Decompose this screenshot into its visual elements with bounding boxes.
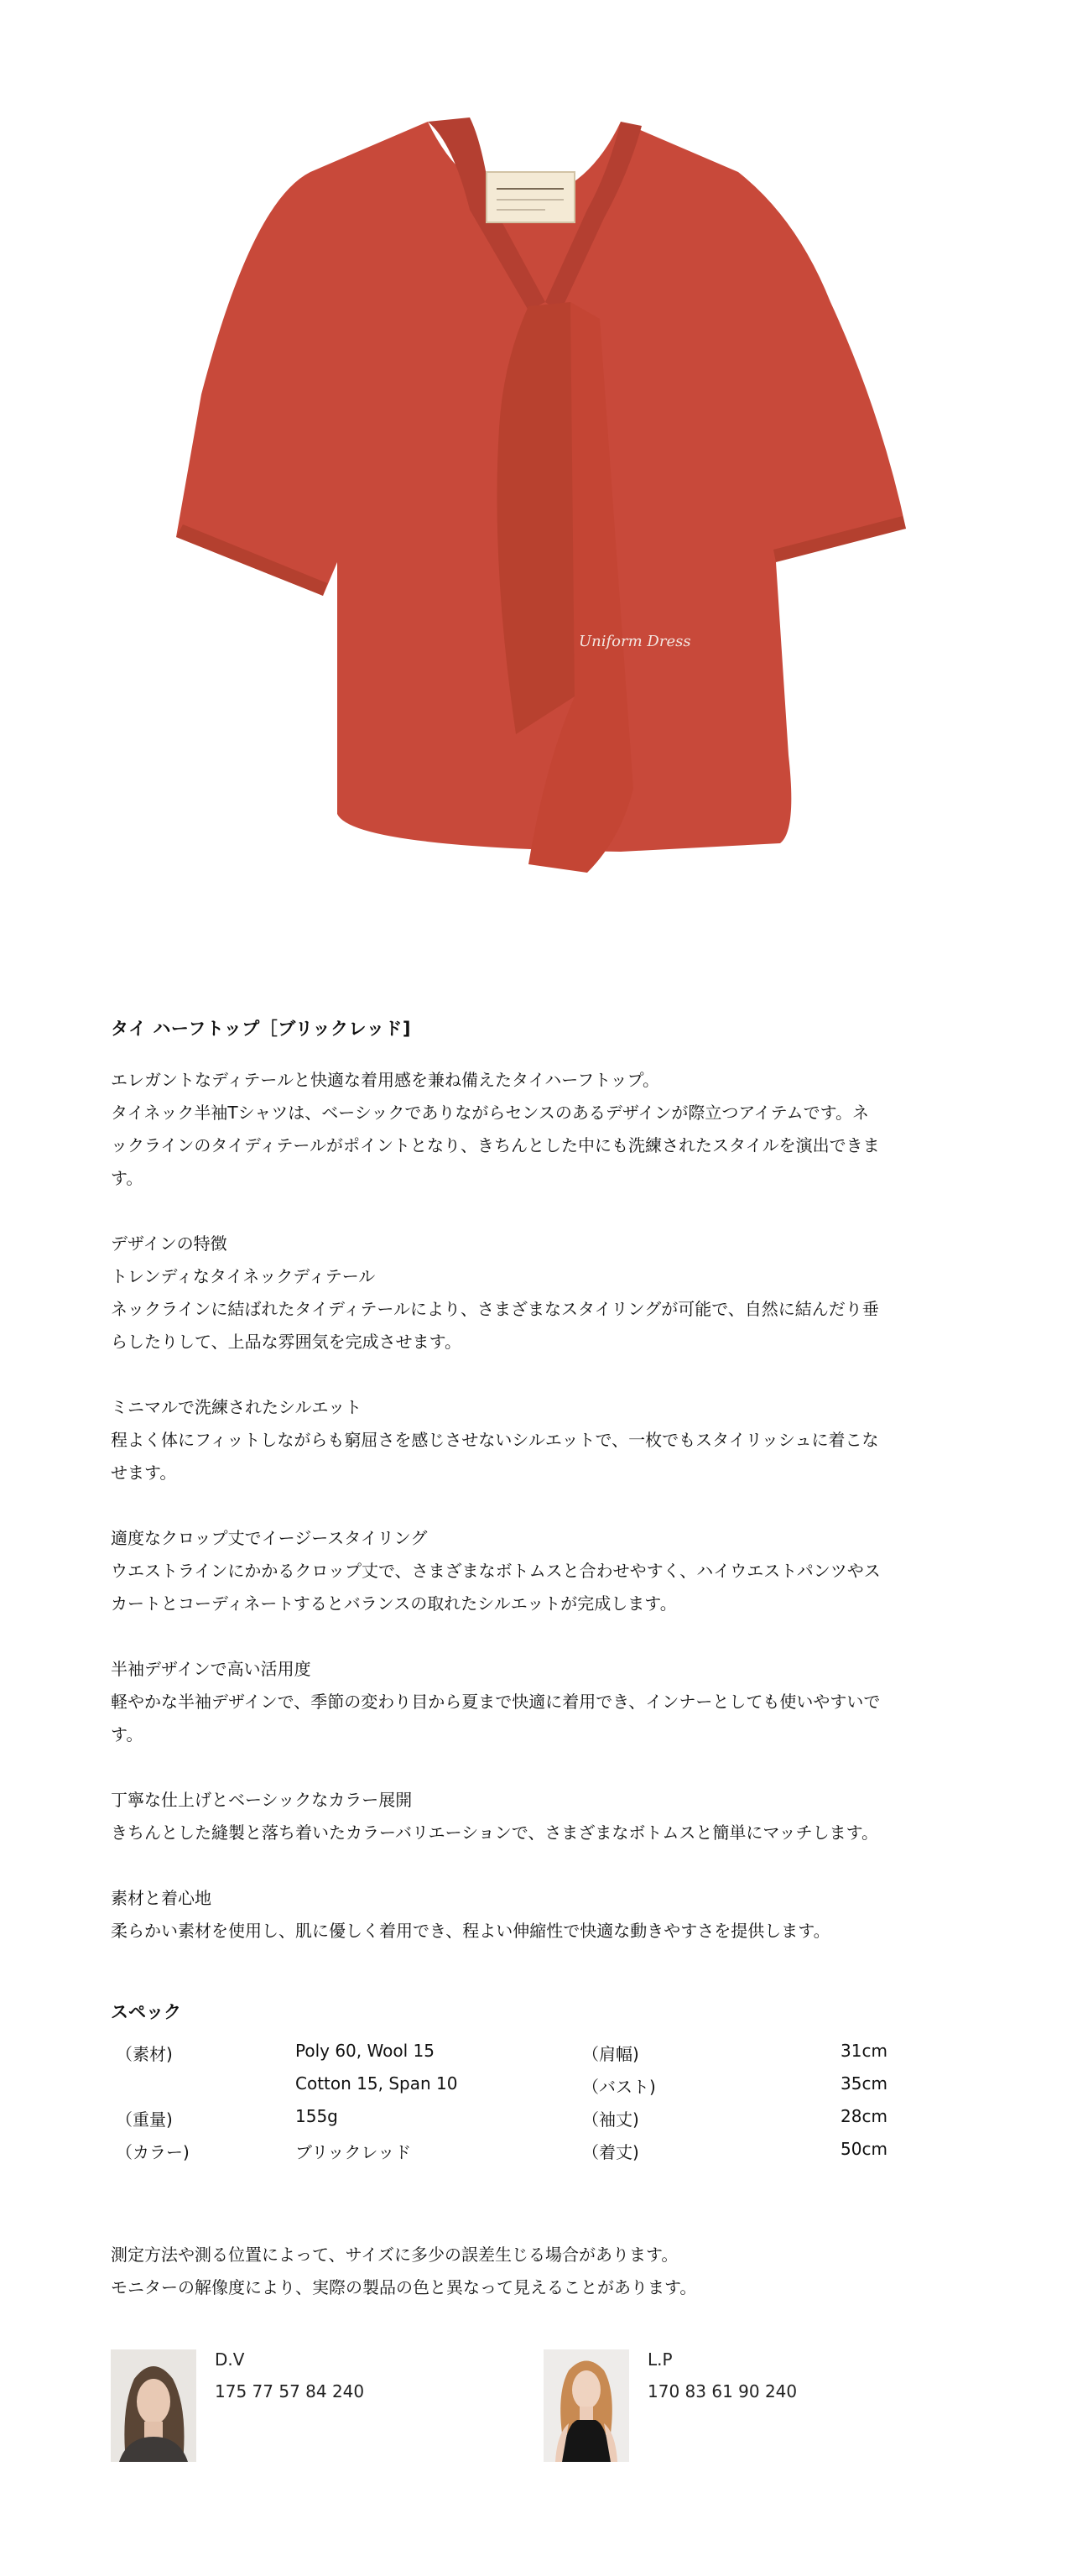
tie-half-top-photo bbox=[151, 92, 906, 965]
model-name: D.V bbox=[215, 2349, 245, 2370]
description-line: 丁寧な仕上げとベーシックなカラー展開 bbox=[111, 1790, 413, 1810]
spec-value: Poly 60, Wool 15 bbox=[295, 2041, 435, 2061]
spec-label: （着丈) bbox=[582, 2142, 639, 2162]
description-line: ックラインのタイディテールがポイントとなり、きちんとした中にも洗練されたスタイルを演出できま bbox=[111, 1135, 880, 1155]
spec-title: スペック bbox=[111, 2002, 181, 2022]
product-title: タイ ハーフトップ［ブリックレッド] bbox=[111, 1019, 411, 1039]
description-line: らしたりして、上品な雰囲気を完成させます。 bbox=[111, 1332, 461, 1352]
description-line: 適度なクロップ丈でイージースタイリング bbox=[111, 1528, 428, 1548]
size-notes bbox=[111, 2239, 696, 2304]
spec-label: （重量) bbox=[116, 2109, 173, 2130]
description-line: ネックラインに結ばれたタイディテールにより、さまざまなスタイリングが可能で、自然に結んだり垂 bbox=[111, 1299, 879, 1319]
description-line: ウエストラインにかかるクロップ丈で、さまざまなボトムスと合わせやすく、ハイウエストパンツやス bbox=[111, 1561, 881, 1581]
spec-label: （素材) bbox=[116, 2044, 173, 2064]
description-line: 軽やかな半袖デザインで、季節の変わり目から夏まで快適に着用でき、インナーとしても使いやすいで bbox=[111, 1692, 881, 1712]
description-line: タイネック半袖Tシャツは、ベーシックでありながらセンスのあるデザインが際立つアイテムです。ネ bbox=[111, 1103, 870, 1123]
description-line: きちんとした縫製と落ち着いたカラーバリエーションで、さまざまなボトムスと簡単にマッチします。 bbox=[111, 1822, 878, 1843]
spec-label: （袖丈) bbox=[582, 2109, 639, 2130]
spec-value: Cotton 15, Span 10 bbox=[295, 2073, 458, 2094]
spec-value: 155g bbox=[295, 2106, 338, 2126]
description-line: 程よく体にフィットしながらも窮屈さを感じさせないシルエットで、一枚でもスタイリッシュに着こな bbox=[111, 1430, 879, 1450]
model-lp-photo bbox=[544, 2349, 629, 2462]
description-line: す。 bbox=[111, 1168, 143, 1188]
spec-value: 50cm bbox=[841, 2139, 887, 2159]
note-line: 測定方法や測る位置によって、サイズに多少の誤差生じる場合があります。 bbox=[111, 2245, 679, 2265]
description-line: 柔らかい素材を使用し、肌に優しく着用でき、程よい伸縮性で快適な動きやすさを提供します。 bbox=[111, 1921, 830, 1941]
description-line: ミニマルで洗練されたシルエット bbox=[111, 1397, 362, 1417]
tie-detail bbox=[497, 302, 582, 734]
spec-row bbox=[111, 2106, 916, 2139]
spec-row bbox=[111, 2041, 916, 2073]
spec-row bbox=[111, 2073, 916, 2106]
description-line: す。 bbox=[111, 1724, 143, 1744]
paragraph-gap bbox=[111, 1849, 966, 1882]
model-dv-photo bbox=[111, 2349, 196, 2462]
spec-table bbox=[111, 2041, 916, 2172]
description-line: デザインの特徴 bbox=[111, 1233, 227, 1254]
paragraph-gap bbox=[111, 1489, 966, 1522]
spec-label: （バスト) bbox=[582, 2077, 656, 2097]
spec-value: 28cm bbox=[841, 2106, 887, 2126]
spec-value: ブリックレッド bbox=[295, 2142, 412, 2162]
paragraph-gap bbox=[111, 1751, 966, 1784]
description-line: トレンディなタイネックディテール bbox=[111, 1266, 376, 1286]
model-sizes: 175 77 57 84 240 bbox=[215, 2381, 365, 2401]
note-line: モニターの解像度により、実際の製品の色と異なって見えることがあります。 bbox=[111, 2277, 697, 2297]
model-sizes: 170 83 61 90 240 bbox=[648, 2381, 798, 2401]
spec-label: （カラー) bbox=[116, 2142, 190, 2162]
neck-label bbox=[487, 172, 575, 222]
paragraph-gap bbox=[111, 1195, 966, 1228]
product-image bbox=[151, 92, 906, 965]
spec-value: 31cm bbox=[841, 2041, 887, 2061]
embroidery-text: Uniform Dress bbox=[579, 633, 691, 650]
spec-label: （肩幅) bbox=[582, 2044, 639, 2064]
paragraph-gap bbox=[111, 1358, 966, 1391]
spec-value: 35cm bbox=[841, 2073, 887, 2094]
product-description bbox=[111, 1064, 966, 1948]
description-line: 半袖デザインで高い活用度 bbox=[111, 1659, 311, 1679]
description-line: 素材と着心地 bbox=[111, 1888, 211, 1908]
paragraph-gap bbox=[111, 1620, 966, 1653]
spec-row bbox=[111, 2139, 916, 2172]
model-name: L.P bbox=[648, 2349, 673, 2370]
description-line: エレガントなディテールと快適な着用感を兼ね備えたタイハーフトップ。 bbox=[111, 1070, 659, 1090]
description-line: せます。 bbox=[111, 1463, 177, 1483]
description-line: カートとコーディネートするとバランスの取れたシルエットが完成します。 bbox=[111, 1593, 677, 1614]
